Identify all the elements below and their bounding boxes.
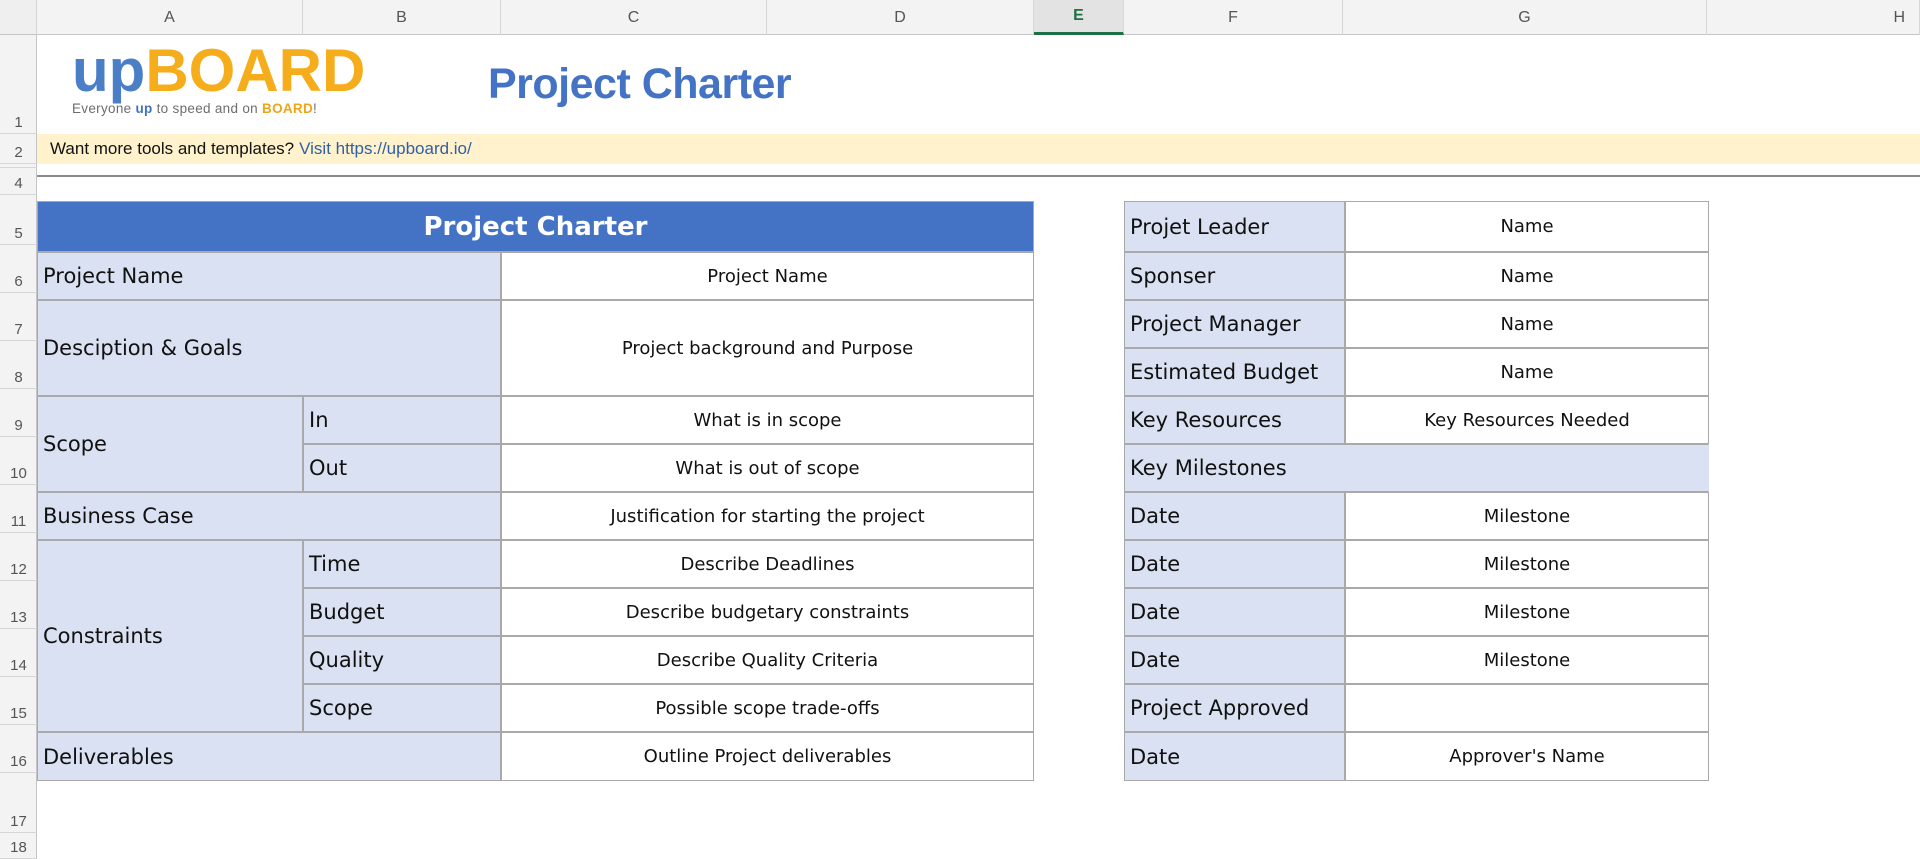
select-all-corner[interactable] [0, 0, 37, 35]
row-header-1[interactable]: 1 [0, 35, 37, 134]
row-header-14[interactable]: 14 [0, 629, 37, 677]
row-header-15[interactable]: 15 [0, 677, 37, 725]
project-approved-cell[interactable] [1345, 684, 1709, 732]
column-header-e[interactable]: E [1034, 0, 1124, 35]
row-header-2[interactable]: 2 [0, 134, 37, 164]
tagline-part: to speed and on [152, 101, 263, 116]
approval-date-label[interactable]: Date [1124, 732, 1345, 781]
scope-label[interactable]: Scope [37, 396, 303, 492]
column-header-g[interactable]: G [1343, 0, 1707, 35]
row-header-17[interactable]: 17 [0, 773, 37, 833]
quality-cell[interactable]: Describe Quality Criteria [501, 636, 1034, 684]
row-header-8[interactable]: 8 [0, 341, 37, 389]
scope-in-label[interactable]: In [303, 396, 501, 444]
estimated-budget-cell[interactable]: Name [1345, 348, 1709, 396]
scope-out-label[interactable]: Out [303, 444, 501, 492]
project-leader-cell[interactable]: Name [1345, 201, 1709, 252]
project-leader-label[interactable]: Projet Leader [1124, 201, 1345, 252]
approver-name-cell[interactable]: Approver's Name [1345, 732, 1709, 781]
column-headers [37, 0, 1920, 35]
logo-up: up [72, 37, 146, 104]
promo-link[interactable]: Visit https://upboard.io/ [299, 139, 472, 158]
project-manager-label[interactable]: Project Manager [1124, 300, 1345, 348]
row-header-5[interactable]: 5 [0, 195, 37, 245]
sponsor-cell[interactable]: Name [1345, 252, 1709, 300]
row-header-9[interactable]: 9 [0, 389, 37, 437]
row-header-7[interactable]: 7 [0, 293, 37, 341]
scope-in-cell[interactable]: What is in scope [501, 396, 1034, 444]
row-header-13[interactable]: 13 [0, 581, 37, 629]
business-case-label[interactable]: Business Case [37, 492, 501, 540]
column-header-d[interactable]: D [767, 0, 1034, 35]
logo-board: BOARD [145, 37, 366, 104]
column-header-h[interactable]: H [1707, 0, 1920, 35]
milestone-cell[interactable]: Milestone [1345, 636, 1709, 684]
sponsor-label[interactable]: Sponser [1124, 252, 1345, 300]
estimated-budget-label[interactable]: Estimated Budget [1124, 348, 1345, 396]
project-name-label[interactable]: Project Name [37, 252, 501, 300]
constraints-label[interactable]: Constraints [37, 540, 303, 732]
budget-label[interactable]: Budget [303, 588, 501, 636]
row-headers [0, 35, 37, 859]
project-manager-cell[interactable]: Name [1345, 300, 1709, 348]
page-title: Project Charter [488, 60, 792, 108]
description-label[interactable]: Desciption & Goals [37, 300, 501, 396]
key-resources-cell[interactable]: Key Resources Needed [1345, 396, 1709, 444]
milestone-date-label[interactable]: Date [1124, 636, 1345, 684]
time-label[interactable]: Time [303, 540, 501, 588]
promo-banner [37, 134, 1920, 164]
row-header-6[interactable]: 6 [0, 245, 37, 293]
scope-out-cell[interactable]: What is out of scope [501, 444, 1034, 492]
milestone-cell[interactable]: Milestone [1345, 540, 1709, 588]
row-header-11[interactable]: 11 [0, 485, 37, 533]
deliverables-cell[interactable]: Outline Project deliverables [501, 732, 1034, 781]
tagline-part: Everyone [72, 101, 136, 116]
business-case-cell[interactable]: Justification for starting the project [501, 492, 1034, 540]
column-header-a[interactable]: A [37, 0, 303, 35]
row-header-4[interactable]: 4 [0, 168, 37, 195]
charter-heading[interactable]: Project Charter [37, 201, 1034, 252]
quality-label[interactable]: Quality [303, 636, 501, 684]
column-header-f[interactable]: F [1124, 0, 1343, 35]
column-header-b[interactable]: B [303, 0, 501, 35]
row-header-16[interactable]: 16 [0, 725, 37, 773]
tagline-part: ! [313, 101, 318, 116]
budget-cell[interactable]: Describe budgetary constraints [501, 588, 1034, 636]
row-header-18[interactable]: 18 [0, 833, 37, 859]
milestone-date-label[interactable]: Date [1124, 492, 1345, 540]
time-cell[interactable]: Describe Deadlines [501, 540, 1034, 588]
deliverables-label[interactable]: Deliverables [37, 732, 501, 781]
divider-line [37, 175, 1920, 177]
logo-wordmark [72, 36, 365, 106]
row-header-10[interactable]: 10 [0, 437, 37, 485]
milestone-cell[interactable]: Milestone [1345, 588, 1709, 636]
scope-tradeoff-label[interactable]: Scope [303, 684, 501, 732]
upboard-logo [72, 36, 372, 124]
row-header-12[interactable]: 12 [0, 533, 37, 581]
milestone-date-label[interactable]: Date [1124, 540, 1345, 588]
milestone-cell[interactable]: Milestone [1345, 492, 1709, 540]
project-approved-label[interactable]: Project Approved [1124, 684, 1345, 732]
tagline-board: BOARD [262, 101, 314, 116]
project-name-cell[interactable]: Project Name [501, 252, 1034, 300]
promo-text: Want more tools and templates? [50, 139, 295, 158]
description-cell[interactable]: Project background and Purpose [501, 300, 1034, 396]
tagline-up: up [135, 101, 153, 116]
key-milestones-label[interactable]: Key Milestones [1124, 444, 1709, 492]
milestone-date-label[interactable]: Date [1124, 588, 1345, 636]
column-header-c[interactable]: C [501, 0, 767, 35]
logo-tagline [72, 101, 317, 116]
key-resources-label[interactable]: Key Resources [1124, 396, 1345, 444]
scope-tradeoff-cell[interactable]: Possible scope trade-offs [501, 684, 1034, 732]
